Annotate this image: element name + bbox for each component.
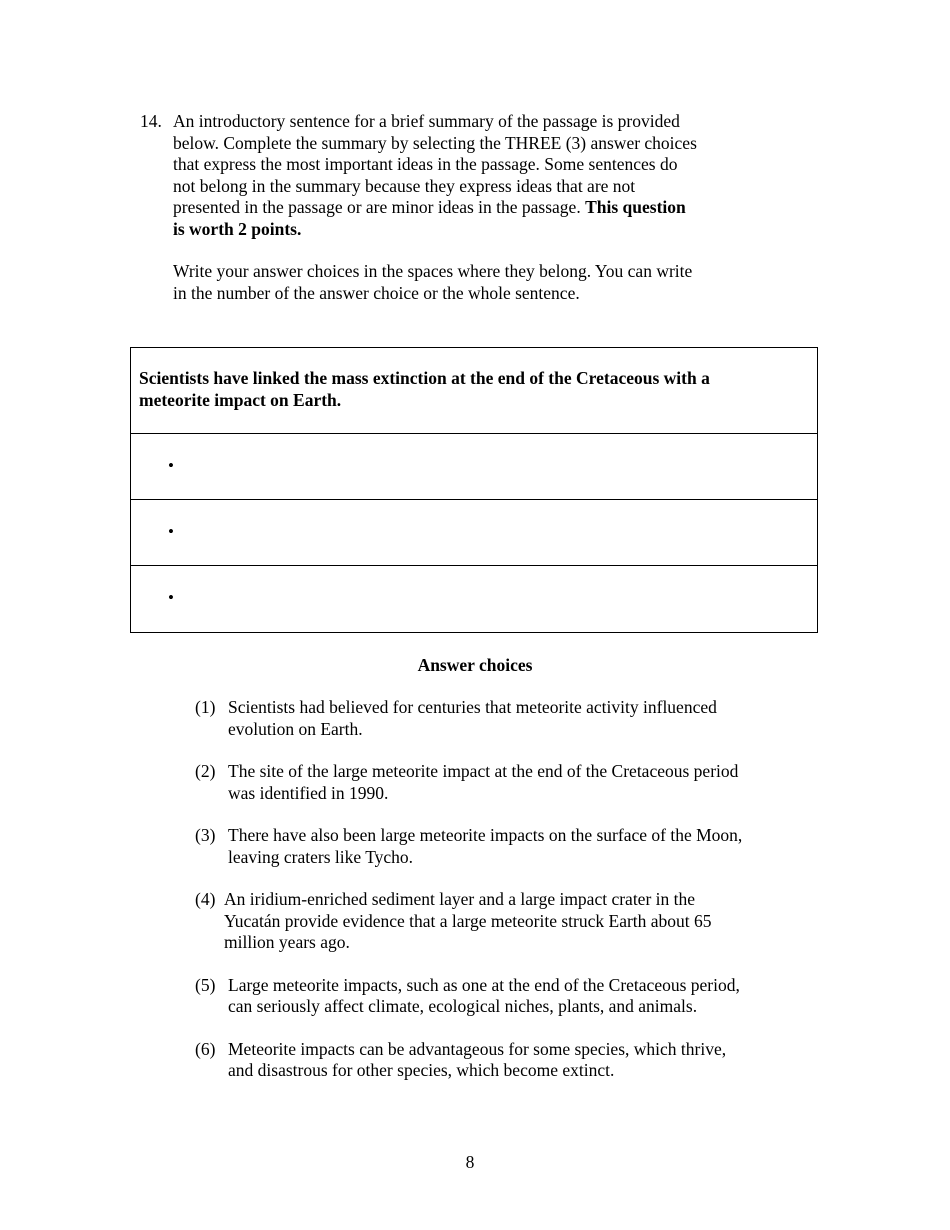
choice-number: (3) [195, 825, 216, 845]
answer-choice-4 [195, 889, 755, 954]
instructions-text: An introductory sentence for a brief summary of the passage is provided below. Complete the summary by selecting the THREE (3) answer choices that express the most important ideas in the passage. Some sentences do not belong in the summary because they express ideas that are not presented in the passage or are minor ideas in the passage. [173, 111, 697, 217]
answer-choice-5 [195, 975, 755, 1018]
bullet-2: • [168, 522, 174, 541]
answer-choice-6 [195, 1039, 755, 1082]
summary-table [130, 347, 818, 633]
answer-slot-2[interactable] [131, 500, 817, 566]
choice-text: An iridium-enriched sediment layer and a large impact crater in the Yucatán provide evidence that a large meteorite struck Earth about 65 million years ago. [224, 889, 712, 952]
answer-choices-list [195, 697, 755, 1103]
choice-number: (5) [195, 974, 216, 995]
answer-choice-2 [195, 761, 755, 804]
summary-intro-sentence: Scientists have linked the mass extinction at the end of the Cretaceous with a meteorite impact on Earth. [131, 348, 817, 434]
choice-text: Meteorite impacts can be advantageous for some species, which thrive, and disastrous for other species, which become extinct. [228, 1038, 727, 1080]
question-14 [140, 111, 700, 304]
choice-number: (4) [195, 889, 216, 909]
answer-choice-3 [195, 825, 755, 868]
answer-slot-3[interactable] [131, 566, 817, 632]
choice-text: Large meteorite impacts, such as one at the end of the Cretaceous period, can seriously affect climate, ecological niches, plants, and animals. [228, 974, 740, 1016]
points-note: This question is worth 2 points. [173, 197, 686, 239]
choice-text: The site of the large meteorite impact at the end of the Cretaceous period was identified in 1990. [228, 761, 739, 803]
bullet-1: • [168, 456, 174, 475]
answer-slot-1[interactable] [131, 434, 817, 500]
write-instructions: Write your answer choices in the spaces where they belong. You can write in the number of the answer choice or the whole sentence. [173, 261, 693, 303]
question-instructions [173, 111, 700, 240]
choice-number: (6) [195, 1038, 216, 1059]
answer-choices-heading: Answer choices [417, 655, 533, 675]
question-body [173, 111, 700, 304]
choice-text: There have also been large meteorite impacts on the surface of the Moon, leaving craters like Tycho. [228, 825, 743, 867]
choice-number: (1) [195, 697, 216, 717]
choice-text: Scientists had believed for centuries that meteorite activity influenced evolution on Earth. [228, 697, 717, 739]
page-number: 8 [465, 1152, 475, 1172]
answer-choice-1 [195, 697, 755, 740]
question-number: 14. [140, 111, 162, 131]
bullet-3: • [168, 588, 174, 607]
choice-number: (2) [195, 761, 216, 781]
